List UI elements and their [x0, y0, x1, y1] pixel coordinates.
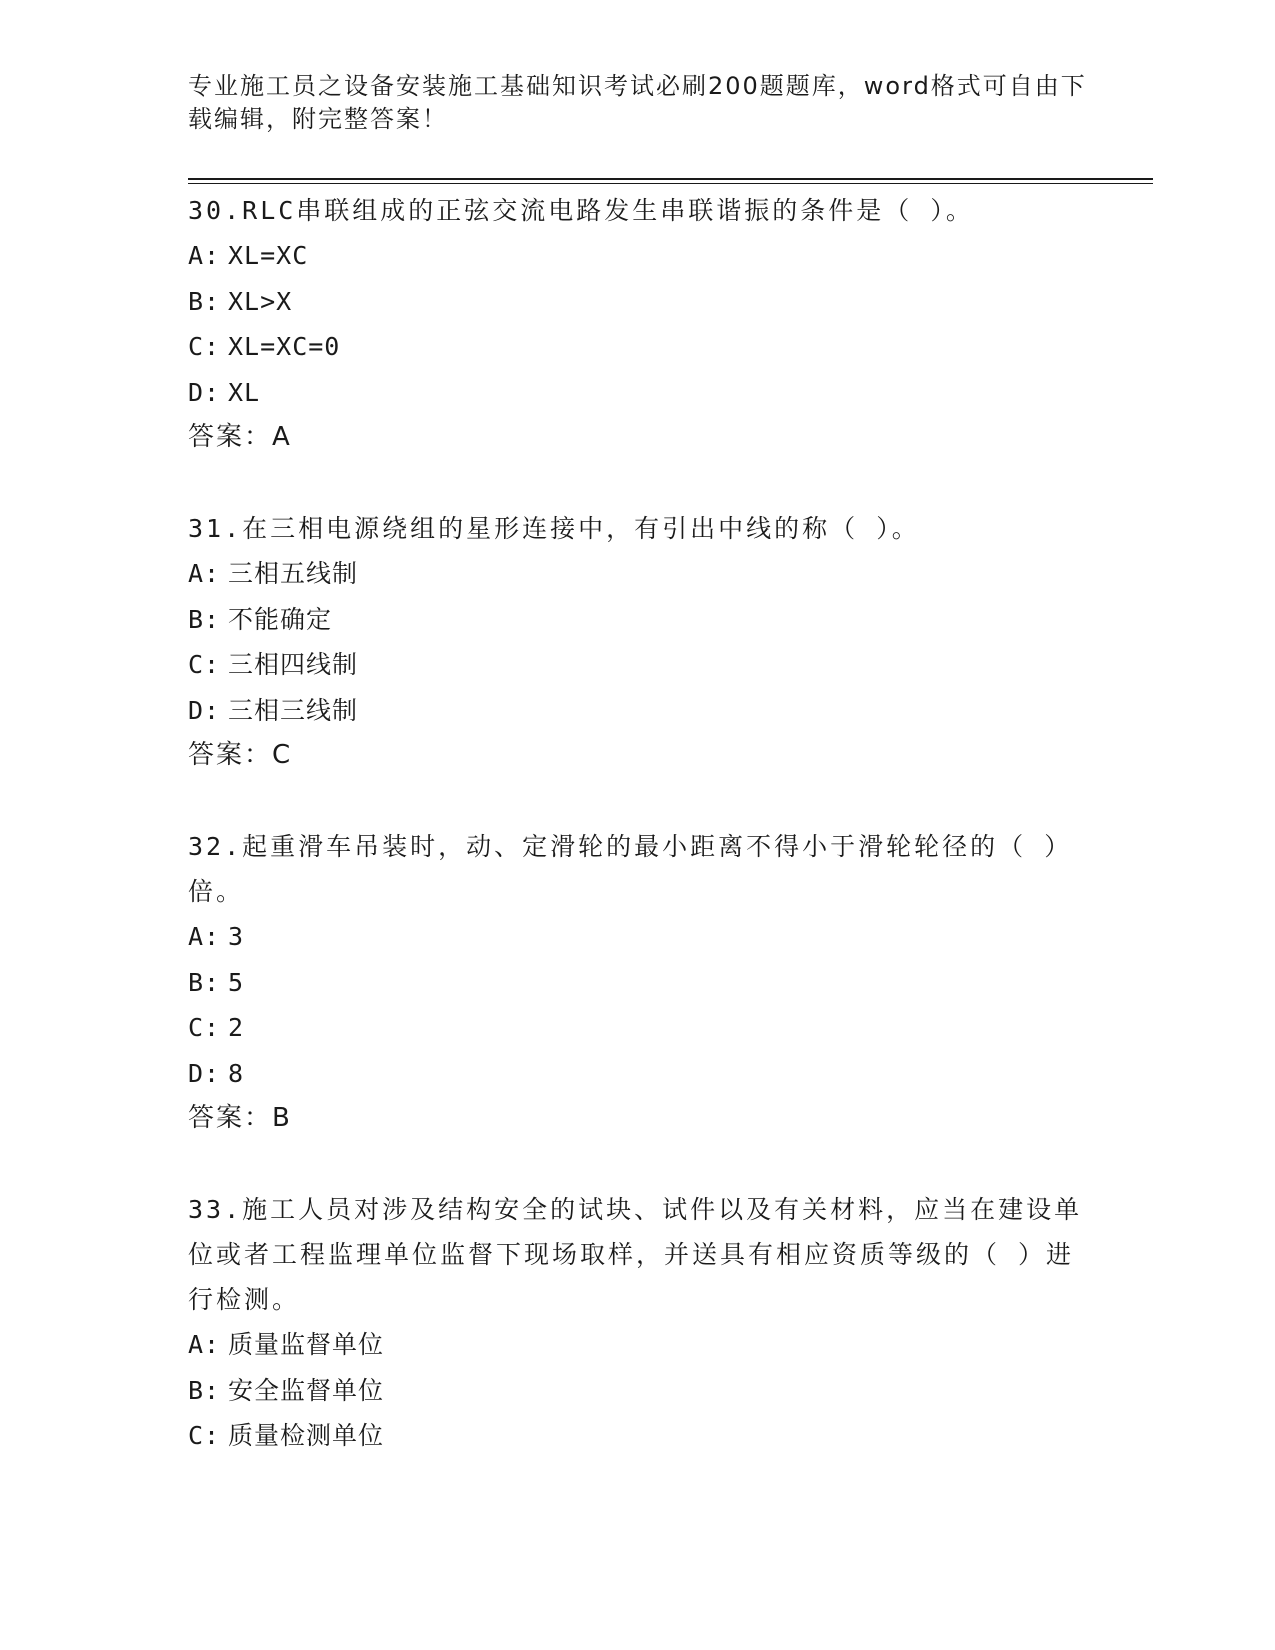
option-c: C: 质量检测单位 [188, 1421, 385, 1450]
question-32 [188, 824, 1088, 1141]
option-c: C: XL=XC=0 [188, 332, 341, 361]
question-31 [188, 506, 1088, 778]
answer: 答案：A [188, 422, 292, 452]
question-stem: 32.起重滑车吊装时，动、定滑轮的最小距离不得小于滑轮轮径的（ ）倍。 [188, 832, 1073, 906]
option-a: A: 三相五线制 [188, 559, 359, 588]
option-a: A: 质量监督单位 [188, 1330, 385, 1359]
question-30 [188, 188, 1088, 460]
option-d: D: 8 [188, 1058, 245, 1088]
option-a: A: XL=XC [188, 241, 309, 270]
option-b: B: 安全监督单位 [188, 1375, 385, 1405]
answer: 答案：C [188, 740, 293, 770]
option-b: B: XL>X [188, 286, 293, 316]
option-d: D: 三相三线制 [188, 695, 359, 725]
option-c: C: 2 [188, 1013, 245, 1042]
question-stem: 31.在三相电源绕组的星形连接中，有引出中线的称（ ）。 [188, 514, 920, 543]
question-stem: 30.RLC串联组成的正弦交流电路发生串联谐振的条件是（ ）。 [188, 196, 974, 225]
header-divider [188, 178, 1153, 180]
document-header: 专业施工员之设备安装施工基础知识考试必刷200题题库，word格式可自由下载编辑，附完整答案！ [188, 72, 1087, 133]
option-a: A: 3 [188, 922, 245, 951]
option-c: C: 三相四线制 [188, 650, 359, 679]
option-b: B: 5 [188, 967, 245, 997]
question-33 [188, 1187, 1088, 1459]
header-divider-thin [188, 183, 1153, 184]
answer: 答案：B [188, 1103, 292, 1133]
option-d: D: XL [188, 377, 261, 407]
option-b: B: 不能确定 [188, 604, 333, 634]
question-stem: 33.施工人员对涉及结构安全的试块、试件以及有关材料，应当在建设单位或者工程监理单位监督下现场取样，并送具有相应资质等级的（ ）进行检测。 [188, 1195, 1083, 1314]
